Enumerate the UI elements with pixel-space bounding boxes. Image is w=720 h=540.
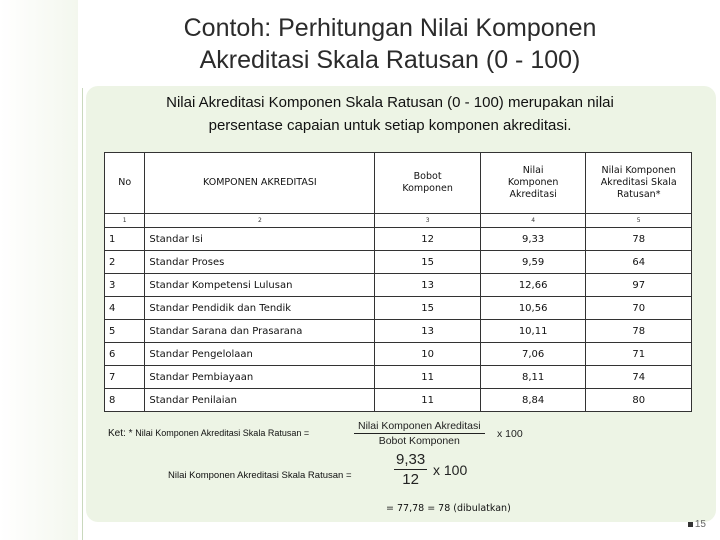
table-row bbox=[105, 251, 692, 274]
cell-bobot: 15 bbox=[375, 297, 481, 320]
intro-line-1: Nilai Akreditasi Komponen Skala Ratusan (0 - 100) merupakan nilai bbox=[166, 94, 614, 111]
cell-final: 78 bbox=[586, 320, 692, 343]
cell-nilai: 10,11 bbox=[480, 320, 586, 343]
cell-no: 4 bbox=[105, 297, 145, 320]
cell-no: 5 bbox=[105, 320, 145, 343]
column-number: 4 bbox=[480, 214, 586, 228]
cell-nilai: 9,59 bbox=[480, 251, 586, 274]
cell-bobot: 11 bbox=[375, 389, 481, 412]
table-row bbox=[105, 228, 692, 251]
note-text bbox=[108, 428, 309, 439]
cell-bobot: 13 bbox=[375, 274, 481, 297]
example-label: Nilai Komponen Akreditasi Skala Ratusan = bbox=[168, 470, 352, 481]
table-header-row bbox=[105, 153, 692, 214]
header-bobot-line-1: Bobot bbox=[413, 171, 442, 182]
slide-left-decoration bbox=[0, 0, 78, 540]
header-no: No bbox=[105, 153, 145, 214]
cell-final: 71 bbox=[586, 343, 692, 366]
table-row bbox=[105, 343, 692, 366]
header-bobot-line-2: Komponen bbox=[402, 183, 453, 194]
cell-name: Standar Sarana dan Prasarana bbox=[145, 320, 375, 343]
cell-final: 64 bbox=[586, 251, 692, 274]
table-row bbox=[105, 366, 692, 389]
cell-final: 78 bbox=[586, 228, 692, 251]
header-nilai-line-1: Nilai bbox=[522, 165, 544, 176]
example-numerator: 9,33 bbox=[396, 451, 426, 468]
example-fraction bbox=[394, 451, 427, 488]
cell-nilai: 8,11 bbox=[480, 366, 586, 389]
note-prefix: Ket: * bbox=[108, 428, 133, 439]
table-row bbox=[105, 389, 692, 412]
cell-final: 97 bbox=[586, 274, 692, 297]
formula-multiplier: x 100 bbox=[497, 428, 523, 440]
cell-name: Standar Proses bbox=[145, 251, 375, 274]
formula-numerator: Nilai Komponen Akreditasi bbox=[354, 420, 485, 434]
cell-name: Standar Pengelolaan bbox=[145, 343, 375, 366]
page-number bbox=[688, 519, 706, 530]
cell-no: 7 bbox=[105, 366, 145, 389]
cell-nilai: 12,66 bbox=[480, 274, 586, 297]
table-row bbox=[105, 297, 692, 320]
cell-no: 6 bbox=[105, 343, 145, 366]
header-komponen: KOMPONEN AKREDITASI bbox=[145, 153, 375, 214]
slide-title bbox=[100, 12, 680, 76]
example-result: = 77,78 = 78 (dibulatkan) bbox=[386, 503, 511, 514]
page-number-value: 15 bbox=[694, 519, 706, 530]
header-nilai bbox=[480, 153, 586, 214]
header-final bbox=[586, 153, 692, 214]
cell-final: 70 bbox=[586, 297, 692, 320]
title-line-1: Contoh: Perhitungan Nilai Komponen bbox=[183, 14, 597, 42]
cell-no: 3 bbox=[105, 274, 145, 297]
title-line-2: Akreditasi Skala Ratusan (0 - 100) bbox=[199, 46, 581, 74]
cell-nilai: 8,84 bbox=[480, 389, 586, 412]
note-label: Nilai Komponen Akreditasi Skala Ratusan = bbox=[135, 428, 310, 438]
cell-bobot: 12 bbox=[375, 228, 481, 251]
header-nilai-line-2: Komponen bbox=[507, 177, 559, 188]
cell-name: Standar Penilaian bbox=[145, 389, 375, 412]
cell-nilai: 7,06 bbox=[480, 343, 586, 366]
bullet-square-icon bbox=[688, 522, 693, 527]
cell-no: 8 bbox=[105, 389, 145, 412]
formula-fraction bbox=[354, 420, 485, 447]
formula-denominator: Bobot Komponen bbox=[378, 435, 460, 447]
header-nilai-line-3: Akreditasi bbox=[509, 189, 557, 200]
cell-bobot: 13 bbox=[375, 320, 481, 343]
header-final-line-2: Akreditasi Skala bbox=[600, 177, 677, 188]
cell-final: 74 bbox=[586, 366, 692, 389]
column-number: 5 bbox=[586, 214, 692, 228]
column-number-row bbox=[105, 214, 692, 228]
cell-name: Standar Kompetensi Lulusan bbox=[145, 274, 375, 297]
example-denominator: 12 bbox=[402, 471, 419, 488]
header-bobot bbox=[375, 153, 481, 214]
slide-divider-line bbox=[82, 88, 83, 540]
example-multiplier: x 100 bbox=[433, 462, 468, 478]
cell-bobot: 10 bbox=[375, 343, 481, 366]
header-final-line-1: Nilai Komponen bbox=[601, 165, 676, 176]
cell-nilai: 9,33 bbox=[480, 228, 586, 251]
cell-name: Standar Pendidik dan Tendik bbox=[145, 297, 375, 320]
cell-bobot: 15 bbox=[375, 251, 481, 274]
cell-name: Standar Pembiayaan bbox=[145, 366, 375, 389]
cell-final: 80 bbox=[586, 389, 692, 412]
cell-nilai: 10,56 bbox=[480, 297, 586, 320]
intro-line-2: persentase capaian untuk setiap komponen akreditasi. bbox=[208, 117, 572, 134]
table-row bbox=[105, 320, 692, 343]
cell-bobot: 11 bbox=[375, 366, 481, 389]
cell-name: Standar Isi bbox=[145, 228, 375, 251]
cell-no: 1 bbox=[105, 228, 145, 251]
column-number: 3 bbox=[375, 214, 481, 228]
cell-no: 2 bbox=[105, 251, 145, 274]
intro-text bbox=[100, 91, 680, 137]
column-number: 1 bbox=[105, 214, 145, 228]
accreditation-table bbox=[104, 152, 692, 412]
table-row bbox=[105, 274, 692, 297]
column-number: 2 bbox=[145, 214, 375, 228]
header-final-line-3: Ratusan* bbox=[616, 189, 661, 200]
